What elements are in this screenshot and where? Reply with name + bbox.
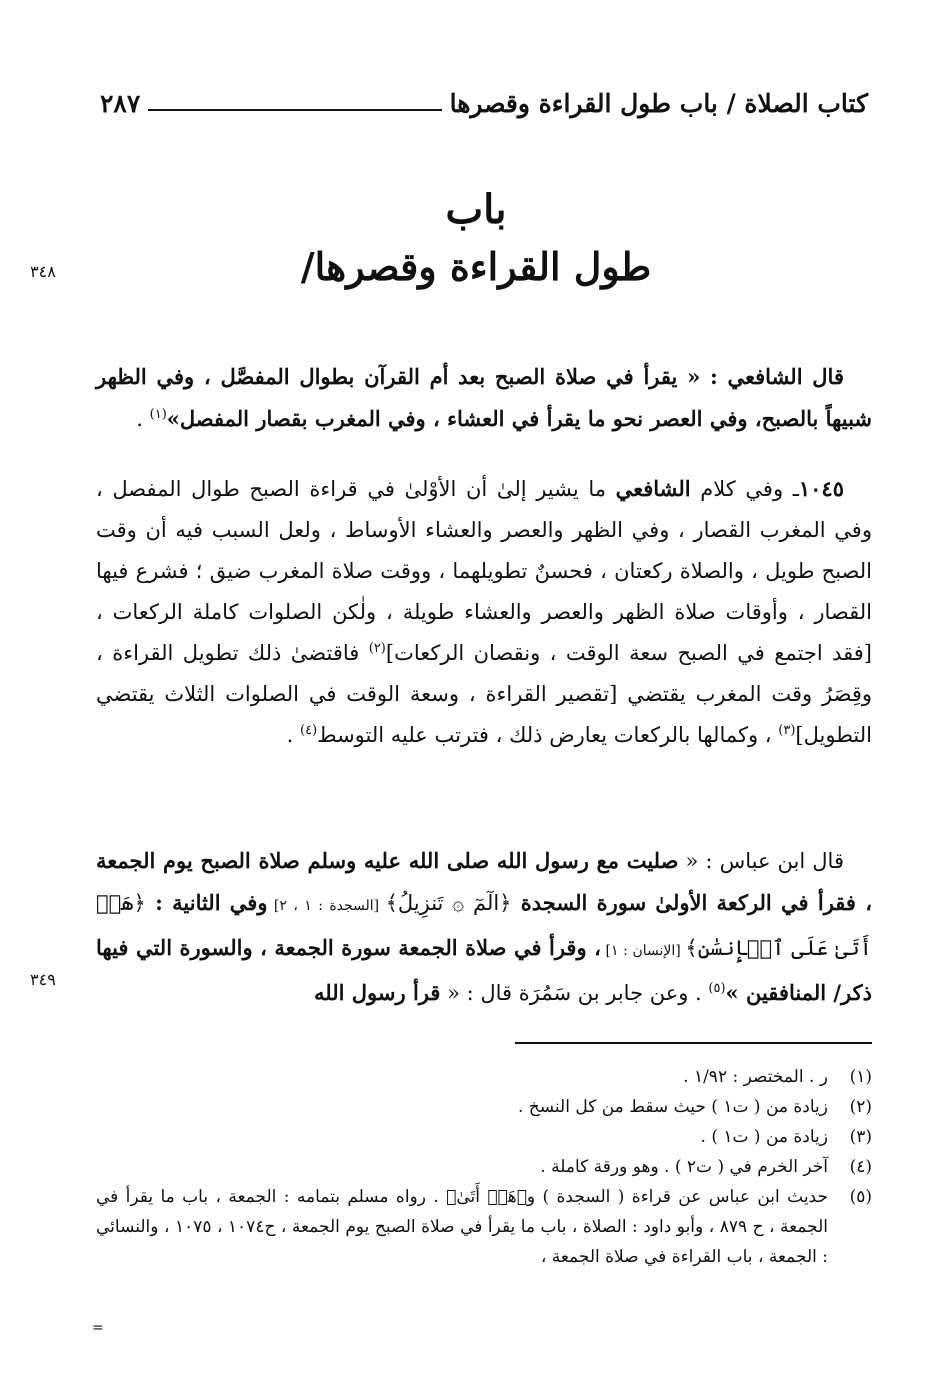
para3-text-d: . وعن جابر بن سَمُرَة قال : « <box>440 981 709 1005</box>
footnote-number: (١) <box>849 1067 872 1087</box>
footnote-number: (٤) <box>849 1157 872 1177</box>
quran-ref-1: [السجدة : ١ ، ٢] <box>267 898 386 914</box>
para3-bold-c: ، وقرأ في صلاة الجمعة سورة الجمعة ، والسورة التي فيها ذكر/ المنافقين <box>96 935 872 1005</box>
header-title: كتاب الصلاة / باب طول القراءة وقصرها <box>449 89 868 118</box>
footnote-number: (٣) <box>849 1127 872 1147</box>
footnote-ref-5: (٥) <box>708 981 726 996</box>
para1-intro: قال الشافعي : « <box>677 364 844 389</box>
continuation-mark: = <box>92 1320 104 1336</box>
footnote-ref-3: (٣) <box>778 723 796 738</box>
footnote-ref-4: (٤) <box>300 723 318 738</box>
para2-bold-a: الشافعي <box>615 476 691 501</box>
chapter-label: باب <box>445 186 507 233</box>
footnote-separator <box>515 1042 872 1044</box>
paragraph-1 <box>96 356 872 440</box>
para2-text-c: فاقتضىٰ ذلك تطويل القراءة ، وقِصَرُ وقت المغرب يقتضي [تقصير القراءة ، وسعة الوقت في الصلوات الثلاث يقتضي التطويل] <box>96 641 872 747</box>
footnote-1 <box>96 1062 872 1092</box>
footnote-text: زيادة من ( ت١ ) . <box>700 1127 828 1147</box>
para2-text-a: ـ وفي كلام <box>690 477 799 501</box>
para2-text-d: ، وكمالها بالركعات يعارض ذلك ، فترتب عليه التوسط <box>317 723 779 747</box>
page-number: ٢٨٧ <box>100 89 141 118</box>
margin-ref-349: ٣٤٩ <box>30 970 56 989</box>
footnote-text: ر . المختصر : ١/٩٢ . <box>683 1067 828 1087</box>
para3-intro: قال ابن عباس : « <box>678 849 844 873</box>
para2-text-b: ما يشير إلىٰ أن الأوْلىٰ في قراءة الصبح طوال المفصل ، وفي المغرب القصار ، وفي الظهر والعصر والعشاء الأوساط ، ولعل السبب فيه أن وقت الصبح طويل ، والصلاة ركعتان ، فحسنٌ تطويلهما ، ووقت صلاة المغرب ضيق ؛ فشرع فيها القصار ، وأوقات صلاة الظهر والعصر والعشاء طويلة ، ولٰكن الصلوات كاملة الركعات ، [فقد اجتمع في الصبح سعة الوقت ، ونقصان الركعات] <box>96 477 872 665</box>
footnote-text: آخر الخرم في ( ت٢ ) . وهو ورقة كاملة . <box>540 1157 828 1177</box>
footnotes <box>96 1062 872 1272</box>
header-rule <box>148 109 441 111</box>
quran-citation-2: ﴿هَلۡ أَتَىٰ عَلَى ٱلۡإِنسَٰنِ﴾ <box>96 891 872 960</box>
footnote-ref-2: (٢) <box>368 641 386 656</box>
footnote-text: زيادة من ( ت١ ) حيث سقط من كل النسخ . <box>517 1097 828 1117</box>
footnote-2 <box>96 1092 872 1122</box>
footnote-text: حديث ابن عباس عن قراءة ( السجدة ) و﴿هَلۡ أَتَىٰ﴾ . رواه مسلم بتمامه : الجمعة ، باب ما يقرأ في الجمعة ، ح ٨٧٩ ، وأبو داود : الصلاة ، باب ما يقرأ في صلاة الصبح يوم الجمعة ، ح١٠٧٤ ، ١٠٧٥ ، والنسائي : الجمعة ، باب القراءة في صلاة الجمعة ، <box>96 1187 829 1267</box>
margin-ref-348: ٣٤٨ <box>30 262 56 281</box>
running-header <box>100 74 868 118</box>
footnote-3 <box>96 1122 872 1152</box>
para1-end: . <box>136 407 150 431</box>
quran-ref-2: [الإنسان : ١] <box>600 943 686 959</box>
para3-bold-b: وفي الثانية : <box>145 890 268 915</box>
para2-number: ١٠٤٥ <box>798 476 844 501</box>
footnote-number: (٢) <box>849 1097 872 1117</box>
footnote-ref-1: (١) <box>149 407 167 422</box>
para3-close: » <box>725 980 746 1005</box>
para1-close: » <box>166 406 180 431</box>
para3-bold-d: قرأ رسول الله <box>314 980 441 1005</box>
footnote-5 <box>96 1182 872 1272</box>
para3-bold-a: صليت مع رسول الله صلى الله عليه وسلم صلاة الصبح يوم الجمعة ، فقرأ في الركعة الأولىٰ سورة السجدة <box>96 848 872 915</box>
footnote-4 <box>96 1152 872 1182</box>
quran-citation-1: ﴿الٓمٓ ۞ تَنزِيلُ﴾ <box>385 891 512 915</box>
footnote-number: (٥) <box>849 1187 872 1207</box>
chapter-title: طول القراءة وقصرها/ <box>300 244 652 289</box>
paragraph-3 <box>96 840 872 1014</box>
paragraph-2 <box>96 468 872 756</box>
para2-end: . <box>286 723 300 747</box>
para1-quote: يقرأ في صلاة الصبح بعد أم القرآن بطوال المفصَّل ، وفي الظهر شبيهاً بالصبح، وفي العصر نحو ما يقرأ في العشاء ، وفي المغرب بقصار المفصل <box>96 364 872 431</box>
